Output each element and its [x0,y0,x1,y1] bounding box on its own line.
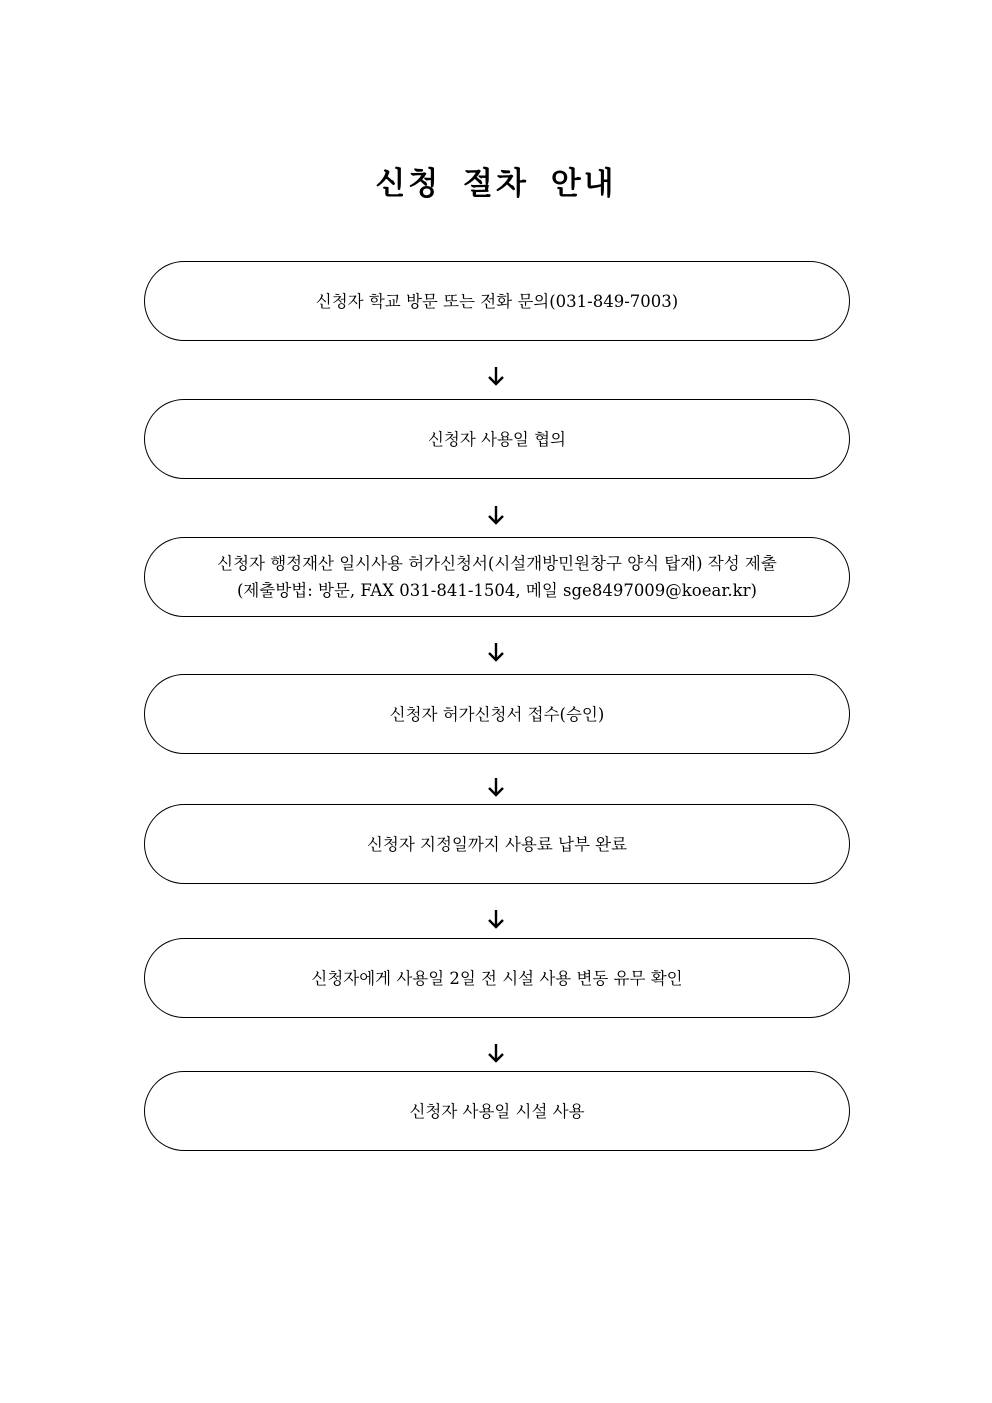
step-1-box [144,261,850,341]
down-arrow-icon [484,776,508,798]
step-3-subtext: (제출방법: 방문, FAX 031-841-1504, 메일 sge8497009@koear.kr) [237,581,757,600]
page-title: 신청 절차 안내 [375,166,617,202]
step-2-box [144,399,850,479]
step-4-text: 신청자 허가신청서 접수(승인) [389,704,605,724]
step-5-box [144,804,850,884]
down-arrow-icon [484,641,508,663]
step-1-text: 신청자 학교 방문 또는 전화 문의(031-849-7003) [315,291,679,311]
down-arrow-icon [484,908,508,930]
step-2-text: 신청자 사용일 협의 [427,429,566,449]
step-3-box [144,537,850,617]
step-6-text: 신청자에게 사용일 2일 전 시설 사용 변동 유무 확인 [311,968,683,988]
step-7-text: 신청자 사용일 시설 사용 [409,1101,585,1121]
step-4-box [144,674,850,754]
step-5-text: 신청자 지정일까지 사용료 납부 완료 [366,834,628,854]
down-arrow-icon [484,365,508,387]
down-arrow-icon [484,1042,508,1064]
step-6-box [144,938,850,1018]
step-3-text: 신청자 행정재산 일시사용 허가신청서(시설개방민원창구 양식 탑재) 작성 제출 [217,554,777,573]
down-arrow-icon [484,504,508,526]
step-7-box [144,1071,850,1151]
